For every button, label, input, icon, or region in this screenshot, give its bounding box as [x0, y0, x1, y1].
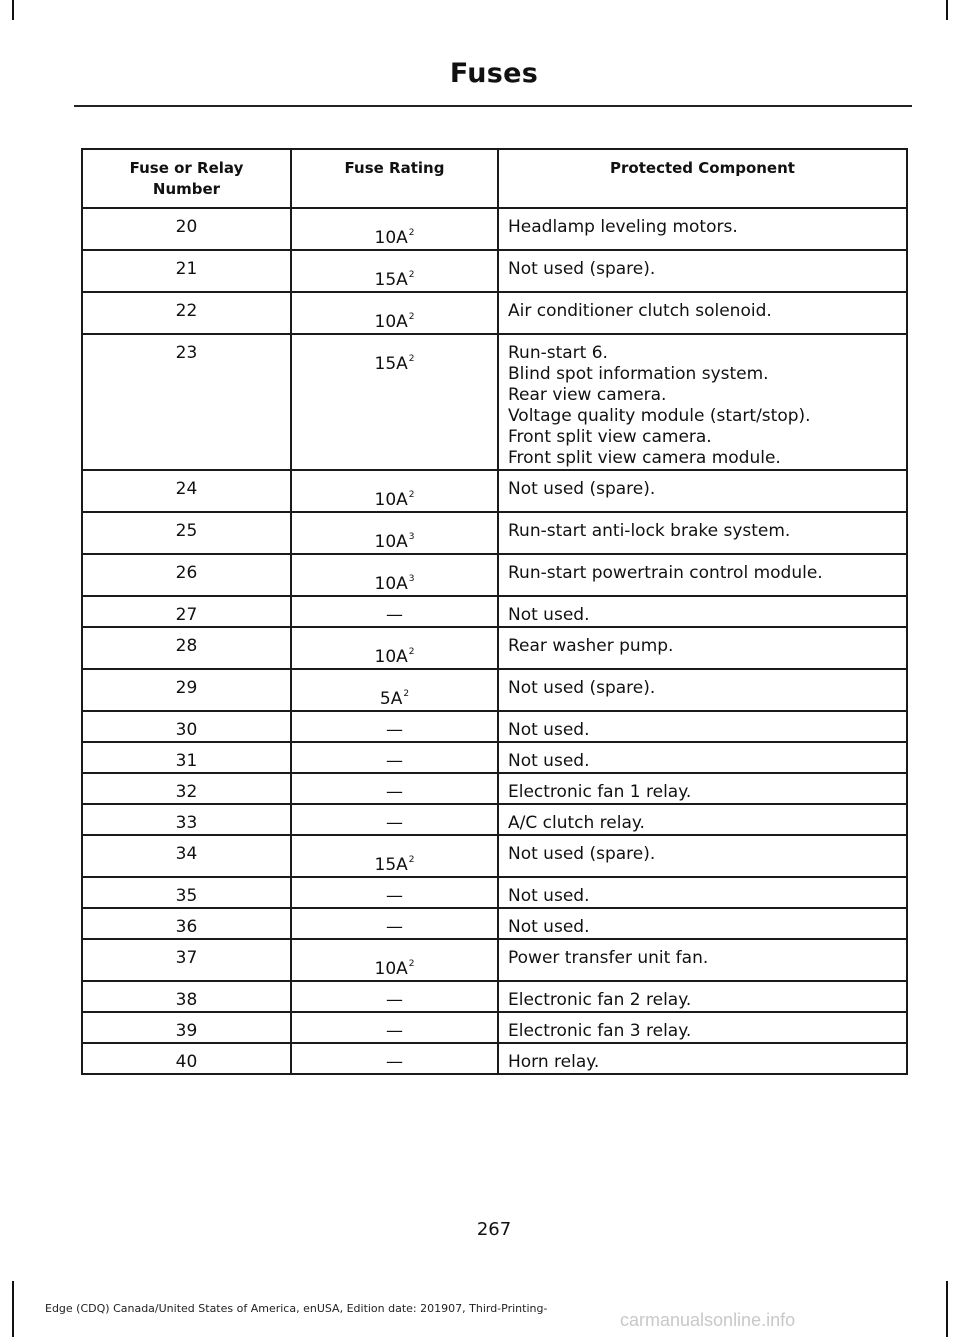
table-row [82, 908, 907, 939]
footnote-marker: 2 [408, 490, 415, 500]
footnote-marker: 2 [408, 228, 415, 238]
component-line: Rear view camera. [508, 385, 667, 405]
table-row [82, 1043, 907, 1074]
component-line: Horn relay. [508, 1052, 600, 1072]
component-line: Not used. [508, 886, 590, 906]
fuse-rating-value: — [386, 990, 403, 1010]
table-row [82, 981, 907, 1012]
component-line: Front split view camera module. [508, 448, 781, 468]
fuse-rating-value: 10A [374, 574, 408, 594]
fuse-rating-cell [291, 1043, 498, 1074]
fuse-number-cell: 23 [82, 334, 291, 470]
protected-component-cell [498, 470, 907, 512]
header-fuse-rating: Fuse Rating [291, 149, 498, 208]
fuse-number-cell: 39 [82, 1012, 291, 1043]
page-title: Fuses [449, 58, 539, 89]
fuse-rating-value: — [386, 782, 403, 802]
fuse-rating-cell [291, 939, 498, 981]
table-row [82, 1012, 907, 1043]
fuse-rating-value: 10A [374, 532, 408, 552]
fuse-number-cell: 27 [82, 596, 291, 627]
fuse-number-cell: 36 [82, 908, 291, 939]
protected-component-cell [498, 596, 907, 627]
protected-component-cell [498, 669, 907, 711]
component-line: Headlamp leveling motors. [508, 217, 738, 237]
fuse-rating-value: — [386, 605, 403, 625]
watermark: carmanualsonline.info [620, 1310, 796, 1330]
table-row [82, 292, 907, 334]
crop-mark-top-left [12, 0, 14, 20]
protected-component-cell [498, 1043, 907, 1074]
fuse-rating-value: 10A [374, 490, 408, 510]
header-fuse-number [82, 149, 291, 208]
fuse-rating-cell [291, 208, 498, 250]
fuse-rating-cell [291, 877, 498, 908]
fuse-rating-cell [291, 711, 498, 742]
protected-component-cell [498, 742, 907, 773]
fuse-rating-cell [291, 512, 498, 554]
fuse-rating-value: — [386, 720, 403, 740]
table-row [82, 742, 907, 773]
component-line: Electronic fan 3 relay. [508, 1021, 692, 1041]
fuse-number-cell: 34 [82, 835, 291, 877]
crop-mark-bottom-right [946, 1281, 948, 1337]
fuse-number-cell: 30 [82, 711, 291, 742]
protected-component-cell [498, 835, 907, 877]
component-line: A/C clutch relay. [508, 813, 645, 833]
component-line: Not used. [508, 720, 590, 740]
component-line: Rear washer pump. [508, 636, 674, 656]
table-row [82, 208, 907, 250]
fuse-number-cell: 31 [82, 742, 291, 773]
component-line: Not used (spare). [508, 844, 656, 864]
component-line: Not used (spare). [508, 678, 656, 698]
fuse-rating-cell [291, 554, 498, 596]
fuse-number-cell: 26 [82, 554, 291, 596]
protected-component-cell [498, 292, 907, 334]
component-line: Voltage quality module (start/stop). [508, 406, 811, 426]
protected-component-cell [498, 939, 907, 981]
footnote-marker: 3 [408, 574, 415, 584]
fuse-rating-cell [291, 470, 498, 512]
fuse-rating-cell [291, 669, 498, 711]
fuse-rating-cell [291, 250, 498, 292]
component-line: Not used. [508, 605, 590, 625]
fuse-number-cell: 38 [82, 981, 291, 1012]
fuse-rating-value: — [386, 751, 403, 771]
component-line: Run-start powertrain control module. [508, 563, 823, 583]
fuse-number-cell: 25 [82, 512, 291, 554]
table-row [82, 470, 907, 512]
fuse-rating-cell [291, 804, 498, 835]
fuse-rating-value: 15A [374, 354, 408, 374]
component-line: Run-start anti-lock brake system. [508, 521, 791, 541]
fuse-number-cell: 40 [82, 1043, 291, 1074]
fuse-number-cell: 22 [82, 292, 291, 334]
table-row [82, 939, 907, 981]
component-line: Not used (spare). [508, 479, 656, 499]
component-line: Not used. [508, 917, 590, 937]
component-line: Front split view camera. [508, 427, 712, 447]
protected-component-cell [498, 1012, 907, 1043]
fuse-rating-value: — [386, 813, 403, 833]
table-row [82, 711, 907, 742]
fuse-rating-value: 10A [374, 647, 408, 667]
table-row [82, 804, 907, 835]
fuse-table-body [82, 208, 907, 1074]
component-line: Not used. [508, 751, 590, 771]
protected-component-cell [498, 554, 907, 596]
protected-component-cell [498, 877, 907, 908]
fuse-rating-value: 5A [379, 689, 403, 709]
table-row [82, 835, 907, 877]
fuse-rating-cell [291, 981, 498, 1012]
footnote-marker: 2 [403, 689, 410, 699]
fuse-number-cell: 32 [82, 773, 291, 804]
fuse-rating-value: — [386, 886, 403, 906]
table-header-row [82, 149, 907, 208]
fuse-number-cell: 37 [82, 939, 291, 981]
table-row [82, 596, 907, 627]
fuse-rating-value: 10A [374, 312, 408, 332]
footnote-marker: 2 [408, 855, 415, 865]
title-divider [74, 105, 912, 107]
protected-component-cell [498, 804, 907, 835]
crop-mark-top-right [946, 0, 948, 20]
component-line: Run-start 6. [508, 343, 608, 363]
fuse-rating-cell [291, 773, 498, 804]
table-row [82, 512, 907, 554]
table-row [82, 877, 907, 908]
fuse-number-cell: 35 [82, 877, 291, 908]
protected-component-cell [498, 981, 907, 1012]
table-row [82, 627, 907, 669]
table-row [82, 334, 907, 470]
fuse-rating-value: 10A [374, 228, 408, 248]
crop-mark-bottom-left [12, 1281, 14, 1337]
fuse-rating-cell [291, 908, 498, 939]
protected-component-cell [498, 208, 907, 250]
footnote-marker: 2 [408, 270, 415, 280]
fuse-rating-value: 10A [374, 959, 408, 979]
fuse-number-cell: 21 [82, 250, 291, 292]
footnote-marker: 2 [408, 354, 415, 364]
footnote-marker: 2 [408, 959, 415, 969]
fuse-rating-value: — [386, 1021, 403, 1041]
fuse-rating-value: 15A [374, 270, 408, 290]
fuse-number-cell: 24 [82, 470, 291, 512]
component-line: Not used (spare). [508, 259, 656, 279]
footnote-marker: 2 [408, 647, 415, 657]
protected-component-cell [498, 711, 907, 742]
fuse-rating-value: — [386, 1052, 403, 1072]
fuse-table [81, 148, 908, 1075]
fuse-rating-cell [291, 742, 498, 773]
fuse-rating-cell [291, 835, 498, 877]
fuse-number-cell: 20 [82, 208, 291, 250]
fuse-rating-value: 15A [374, 855, 408, 875]
table-row [82, 773, 907, 804]
protected-component-cell [498, 250, 907, 292]
table-row [82, 669, 907, 711]
footnote-marker: 2 [408, 312, 415, 322]
page-number: 267 [476, 1219, 512, 1240]
component-line: Electronic fan 2 relay. [508, 990, 692, 1010]
fuse-number-cell: 28 [82, 627, 291, 669]
edition-footer: Edge (CDQ) Canada/United States of America, enUSA, Edition date: 201907, Third-Printing- [45, 1302, 548, 1315]
protected-component-cell [498, 512, 907, 554]
protected-component-cell [498, 908, 907, 939]
component-line: Power transfer unit fan. [508, 948, 709, 968]
component-line: Electronic fan 1 relay. [508, 782, 692, 802]
fuse-rating-cell [291, 596, 498, 627]
fuse-number-cell: 33 [82, 804, 291, 835]
header-fuse-number-label: Fuse or Relay Number [129, 159, 244, 198]
fuse-rating-value: — [386, 917, 403, 937]
component-line: Blind spot information system. [508, 364, 769, 384]
fuse-rating-cell [291, 627, 498, 669]
table-row [82, 250, 907, 292]
protected-component-cell [498, 627, 907, 669]
component-line: Air conditioner clutch solenoid. [508, 301, 772, 321]
footnote-marker: 3 [408, 532, 415, 542]
fuse-rating-cell [291, 292, 498, 334]
header-protected-component: Protected Component [498, 149, 907, 208]
protected-component-cell [498, 773, 907, 804]
table-row [82, 554, 907, 596]
fuse-rating-cell [291, 334, 498, 470]
fuse-number-cell: 29 [82, 669, 291, 711]
fuse-rating-cell [291, 1012, 498, 1043]
protected-component-cell [498, 334, 907, 470]
